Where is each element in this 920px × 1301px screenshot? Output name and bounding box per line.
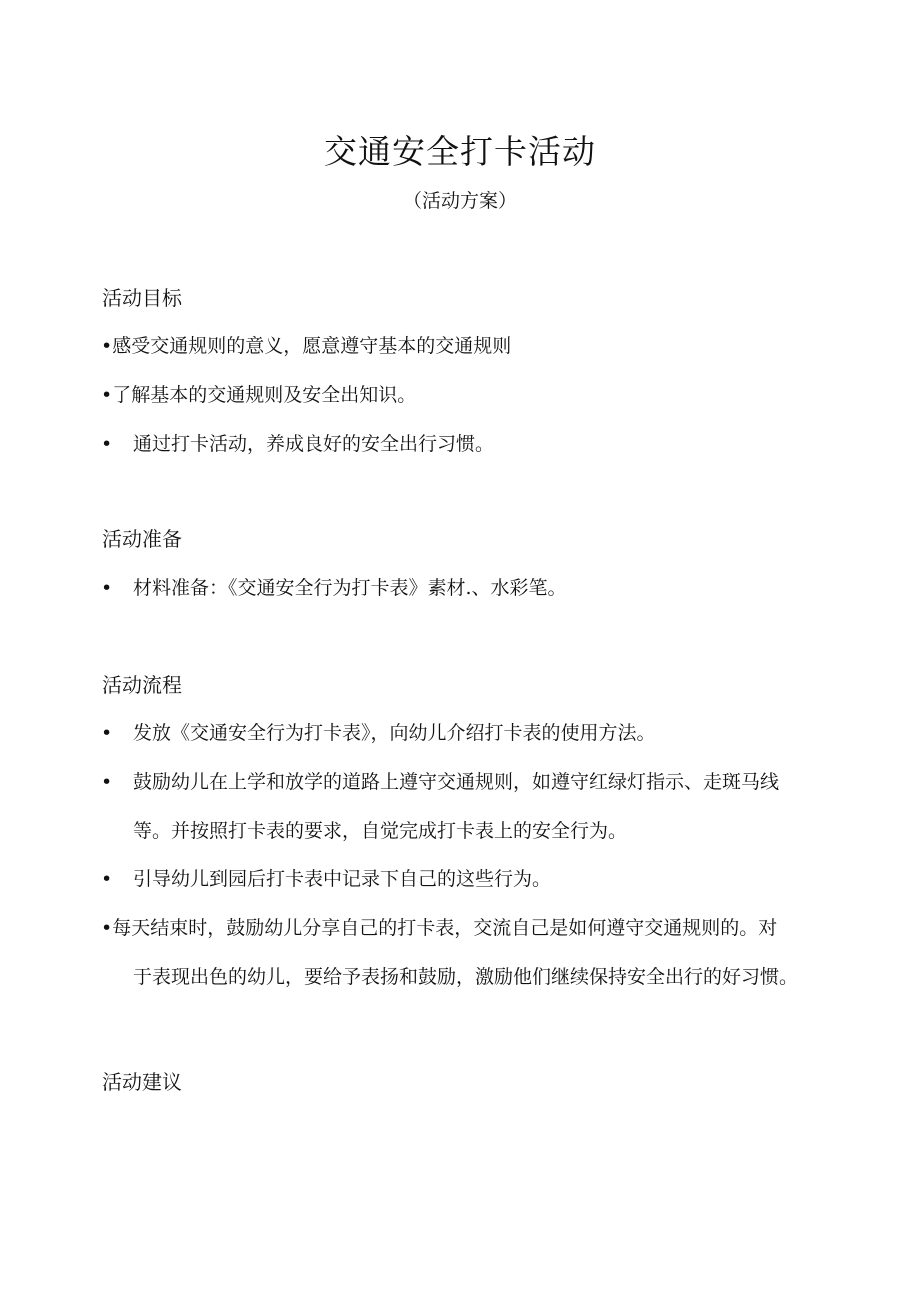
bullet-icon: • [101,722,113,744]
goal-item-1: •感受交通规则的意义，愿意遵守基本的交通规则 [101,335,512,357]
section-heading-process: 活动流程 [102,673,182,697]
document-subtitle: （活动方案） [402,190,517,212]
section-heading-goals: 活动目标 [102,286,182,310]
document-title: 交通安全打卡活动 [324,132,596,171]
goal-item-2: •了解基本的交通规则及安全出知识。 [101,384,417,406]
process-item-2: 鼓励幼儿在上学和放学的道路上遵守交通规则，如遵守红绿灯指示、走斑马线 [133,771,780,793]
process-item-3: 引导幼儿到园后打卡表中记录下自己的这些行为。 [133,868,552,890]
bullet-icon: • [101,433,113,455]
bullet-icon: • [101,577,113,599]
bullet-icon: • [101,868,113,890]
process-item-4: •每天结束时，鼓励幼儿分享自己的打卡表，交流自己是如何遵守交通规则的。对 [101,917,778,939]
process-item-1: 发放《交通安全行为打卡表》，向幼儿介绍打卡表的使用方法。 [133,722,656,744]
bullet-icon: • [101,771,113,793]
process-item-2-continued: 等。并按照打卡表的要求，自觉完成打卡表上的安全行为。 [133,820,628,842]
goal-item-3: 通过打卡活动，养成良好的安全出行习惯。 [133,433,495,455]
section-heading-preparation: 活动准备 [102,527,182,551]
process-item-4-continued: 于表现出色的幼儿，要给予表扬和鼓励，激励他们继续保持安全出行的好习惯。 [133,966,799,988]
section-heading-suggestions: 活动建议 [102,1070,182,1094]
preparation-item-1: 材料准备：《交通安全行为打卡表》素材.、水彩笔。 [133,577,567,599]
